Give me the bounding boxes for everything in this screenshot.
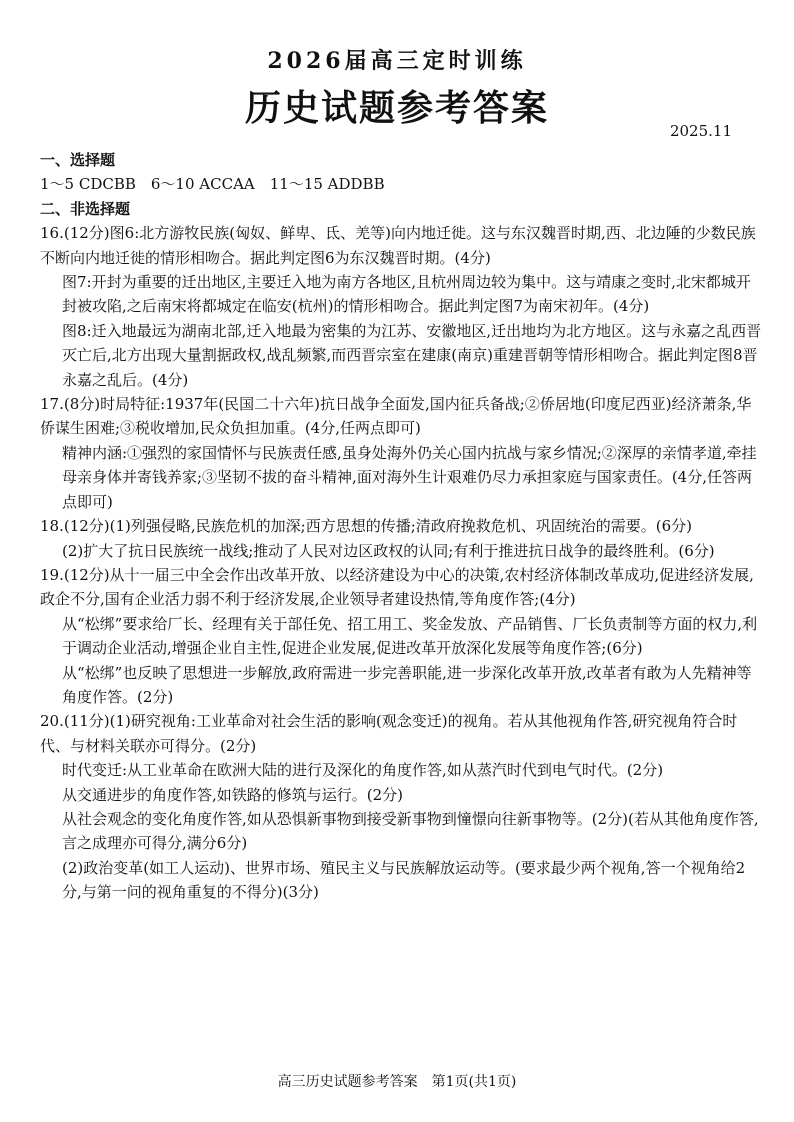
question-19-part1: 19.(12分)从十一届三中全会作出改革开放、以经济建设为中心的决策,农村经济体制改革成功,促进经济发展,政企不分,国有企业活力弱不利于经济发展,企业领导者建设热情,等角度作答;(4分)	[40, 565, 754, 609]
question-19-part2: 从“松绑”要求给厂长、经理有关于部任免、招工用工、奖金发放、产品销售、厂长负责制等方面的权力,利于调动企业活动,增强企业自主性,促进企业发展,促进改革开放深化发展等角度作答;(6分)	[62, 614, 758, 658]
section-heading-nonchoice: 二、非选择题	[40, 199, 131, 218]
question-20-part1: 20.(11分)(1)研究视角:工业革命对社会生活的影响(观念变迁)的视角。若从其他视角作答,研究视角符合时代、与材料关联亦可得分。(2分)	[40, 712, 738, 755]
choice-answers: 1～5 CDCBB 6～10 ACCAA 11～15 ADDBB	[40, 175, 385, 194]
question-20-part3: 从交通进步的角度作答,如铁路的修筑与运行。(2分)	[62, 785, 404, 804]
question-20-part2: 时代变迁:从工业革命在欧洲大陆的进行及深化的角度作答,如从蒸汽时代到电气时代。(2分)	[62, 761, 664, 780]
page-footer: 高三历史试题参考答案 第1页(共1页)	[277, 1074, 517, 1090]
answer-content	[40, 148, 762, 905]
question-18-part1: 18.(12分)(1)列强侵略,民族危机的加深;西方思想的传播;清政府挽救危机、巩固统治的需要。(6分)	[40, 517, 693, 536]
question-16-part2: 图7:开封为重要的迁出地区,主要迁入地为南方各地区,且杭州周边较为集中。这与靖康之变时,北宋都城开封被攻陷,之后南宋将都城定在临安(杭州)的情形相吻合。据此判定图7为南宋初年。(4分)	[62, 273, 751, 316]
question-16-part3: 图8:迁入地最远为湖南北部,迁入地最为密集的为江苏、安徽地区,迁出地均为北方地区。这与永嘉之乱西晋灭亡后,北方出现大量割据政权,战乱频繁,而西晋宗室在建康(南京)重建晋朝等情形相吻合。据此判定图8晋永嘉之乱后。(4分)	[62, 321, 762, 389]
exam-title: 2026届高三定时训练	[267, 48, 527, 74]
question-17-part2: 精神内涵:①强烈的家国情怀与民族责任感,虽身处海外仍关心国内抗战与家乡情况;②深厚的亲情孝道,牵挂母亲身体并寄钱养家;③坚韧不拔的奋斗精神,面对海外生计艰难仍尽力承担家庭与国家责任。(4分,任答两点即可)	[62, 443, 757, 511]
document-date: 2025.11	[669, 122, 732, 140]
document-title: 历史试题参考答案	[244, 87, 549, 129]
question-19-part3: 从“松绑”也反映了思想进一步解放,政府需进一步完善职能,进一步深化改革开放,改革者有敢为人先精神等角度作答。(2分)	[62, 663, 752, 706]
section-heading-choice: 一、选择题	[40, 151, 116, 169]
question-18-part2: (2)扩大了抗日民族统一战线;推动了人民对边区政权的认同;有利于推进抗日战争的最终胜利。(6分)	[62, 541, 715, 560]
question-20-part5: (2)政治变革(如工人运动)、世界市场、殖民主义与民族解放运动等。(要求最少两个视角,答一个视角给2分,与第一问的视角重复的不得分)(3分)	[62, 858, 746, 902]
question-16-part1: 16.(12分)图6:北方游牧民族(匈奴、鲜卑、氐、羌等)向内地迁徙。这与东汉魏晋时期,西、北边陲的少数民族不断向内地迁徙的情形相吻合。据此判定图6为东汉魏晋时期。(4分)	[40, 224, 756, 267]
question-20-part4: 从社会观念的变化角度作答,如从恐惧新事物到接受新事物到憧憬向往新事物等。(2分)(若从其他角度作答,言之成理亦可得分,满分6分)	[62, 809, 759, 853]
question-17-part1: 17.(8分)时局特征:1937年(民国二十六年)抗日战争全面发,国内征兵备战;②侨居地(印度尼西亚)经济萧条,华侨谋生困难;③税收增加,民众负担加重。(4分,任两点即可)	[40, 395, 752, 438]
